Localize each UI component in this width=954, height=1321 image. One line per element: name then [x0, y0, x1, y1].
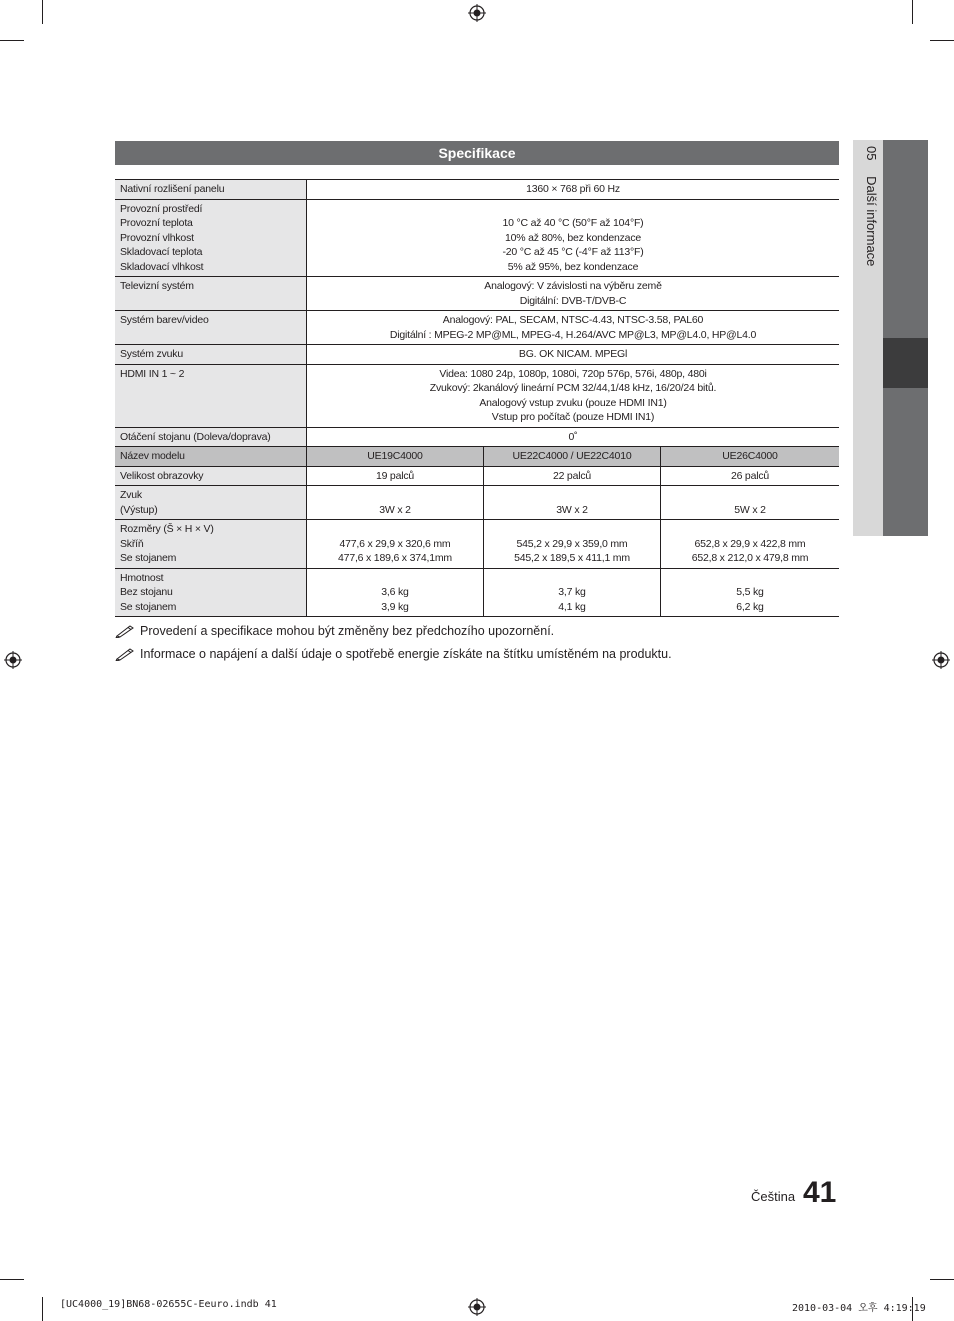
- cell-line: Se stojanem: [120, 552, 177, 564]
- chapter-number: 05: [864, 146, 879, 161]
- cell-line: Bez stojanu: [120, 586, 173, 598]
- crop-mark: [42, 1297, 43, 1321]
- spec-value: [307, 277, 840, 311]
- cell-line: Provozní prostředí: [120, 202, 203, 215]
- spec-label: [115, 277, 307, 311]
- model-value: [307, 520, 484, 569]
- cell-line: Otáčení stojanu (Doleva/doprava): [120, 430, 271, 443]
- table-row: [115, 568, 839, 617]
- model-value: [484, 486, 661, 520]
- cell-line: 4,1 kg: [558, 600, 586, 613]
- cell-line: 10% až 80%, bez kondenzace: [504, 231, 642, 244]
- notes: [115, 624, 839, 670]
- page-number: 41: [803, 1176, 837, 1209]
- model-value: [484, 568, 661, 617]
- cell-line: 545,2 x 189,5 x 411,1 mm: [514, 552, 630, 564]
- spec-value: [307, 311, 840, 345]
- cell-line: 5% až 95%, bez kondenzace: [507, 260, 639, 273]
- spec-label: [115, 568, 307, 617]
- crop-mark: [930, 1279, 954, 1280]
- spec-label: [115, 180, 307, 200]
- cell-line: 477,6 x 189,6 x 374,1mm: [338, 552, 452, 564]
- spec-label: [115, 345, 307, 365]
- cell-line: BG. OK NICAM. MPEGl: [518, 348, 628, 360]
- cell-line: Velikost obrazovky: [120, 469, 204, 482]
- cell-line: Analogový: V závislosti na výběru země: [484, 280, 662, 292]
- spec-label: [115, 427, 307, 447]
- cell-line: 22 palců: [552, 469, 592, 482]
- cell-line: 652,8 x 212,0 x 479,8 mm: [691, 552, 809, 564]
- spec-value: [307, 180, 840, 200]
- spec-label: [115, 199, 307, 277]
- note-text: Informace o napájení a další údaje o spotřebě energie získáte na štítku umístěném na produktu.: [140, 647, 672, 661]
- cell-line: Skříň: [120, 537, 144, 550]
- cell-line: Analogový: PAL, SECAM, NTSC-4.43, NTSC-3.58, PAL60: [442, 314, 704, 326]
- cell-line: Zvuk: [120, 489, 142, 501]
- cell-line: 6,2 kg: [736, 600, 764, 613]
- cell-line: Skladovací teplota: [120, 246, 203, 258]
- cell-line: Nativní rozlišení panelu: [120, 183, 225, 195]
- model-value: [307, 568, 484, 617]
- table-row: [115, 486, 839, 520]
- cell-line: 0˚: [568, 430, 578, 443]
- cell-line: 3W x 2: [379, 503, 411, 516]
- cell-line: 10 °C až 40 °C (50°F až 104°F): [502, 217, 644, 229]
- footer-language: Čeština: [751, 1189, 796, 1204]
- cell-line: Systém barev/video: [120, 314, 209, 326]
- cell-line: 5,5 kg: [736, 586, 764, 598]
- table-row: [115, 345, 839, 365]
- cell-line: Hmotnost: [120, 571, 164, 584]
- pencil-note-icon: [115, 647, 135, 661]
- model-value: [307, 466, 484, 486]
- chapter-title: Další informace: [864, 176, 879, 267]
- table-row: [115, 364, 839, 427]
- cell-line: Digitální : MPEG-2 MP@ML, MPEG-4, H.264/AVC MP@L3, MP@L4.0, HP@L4.0: [389, 328, 757, 341]
- section-header: Specifikace: [115, 141, 839, 165]
- table-row: [115, 311, 839, 345]
- cell-line: 477,6 x 29,9 x 320,6 mm: [339, 537, 451, 550]
- spec-value: [307, 199, 840, 277]
- crop-mark: [912, 0, 913, 24]
- spec-label: [115, 364, 307, 427]
- spec-label: [115, 520, 307, 569]
- cell-line: Skladovací vlhkost: [120, 260, 204, 273]
- pencil-note-icon: [115, 624, 135, 638]
- cell-line: Provozní vlhkost: [120, 231, 194, 244]
- crop-mark: [930, 40, 954, 41]
- model-name: UE26C4000: [661, 447, 840, 467]
- crop-mark: [0, 40, 24, 41]
- cell-line: HDMI IN 1 ~ 2: [120, 367, 185, 380]
- model-label: Název modelu: [115, 447, 307, 467]
- table-row: [115, 427, 839, 447]
- cell-line: 3W x 2: [556, 503, 588, 516]
- spec-label: [115, 466, 307, 486]
- cell-line: 652,8 x 29,9 x 422,8 mm: [694, 537, 806, 550]
- cell-line: 545,2 x 29,9 x 359,0 mm: [516, 537, 628, 550]
- cell-line: Rozměry (Š × H × V): [120, 523, 214, 535]
- crop-mark: [42, 0, 43, 24]
- cell-line: Provozní teplota: [120, 217, 193, 229]
- model-value: [484, 520, 661, 569]
- cell-line: 3,6 kg: [381, 586, 409, 598]
- model-value: [484, 466, 661, 486]
- cell-line: 3,7 kg: [558, 586, 586, 598]
- note: [115, 647, 839, 661]
- model-value: [661, 466, 840, 486]
- spec-table: [115, 179, 839, 617]
- note: [115, 624, 839, 638]
- chapter-label: [857, 146, 879, 346]
- cell-line: Zvukový: 2kanálový lineární PCM 32/44,1/48 kHz, 16/20/24 bitů.: [429, 382, 717, 394]
- cell-line: 3,9 kg: [381, 600, 409, 613]
- spec-value: [307, 427, 840, 447]
- print-slug-date: 2010-03-04 오후 4:19:19: [792, 1303, 926, 1314]
- cell-line: Se stojanem: [120, 600, 177, 613]
- spec-label: [115, 311, 307, 345]
- model-name: UE19C4000: [307, 447, 484, 467]
- cell-line: (Výstup): [120, 503, 158, 516]
- print-slug-file: [UC4000_19]BN68-02655C-Eeuro.indb 41: [60, 1299, 277, 1310]
- model-value: [307, 486, 484, 520]
- crop-mark: [0, 1279, 24, 1280]
- table-row: [115, 277, 839, 311]
- spec-label: [115, 486, 307, 520]
- cell-line: Systém zvuku: [120, 348, 183, 360]
- table-row: [115, 180, 839, 200]
- registration-mark-icon: [468, 1298, 486, 1316]
- cell-line: 5W x 2: [734, 503, 766, 516]
- model-value: [661, 486, 840, 520]
- chapter-tab-marker: [883, 338, 928, 388]
- cell-line: Analogový vstup zvuku (pouze HDMI IN1): [479, 396, 667, 409]
- spec-value: [307, 345, 840, 365]
- table-row: [115, 520, 839, 569]
- registration-mark-icon: [932, 651, 950, 669]
- cell-line: Vstup pro počítač (pouze HDMI IN1): [491, 411, 655, 423]
- registration-mark-icon: [468, 4, 486, 22]
- cell-line: 1360 × 768 při 60 Hz: [526, 183, 620, 195]
- table-row: [115, 466, 839, 486]
- cell-line: Videa: 1080 24p, 1080p, 1080i, 720p 576p, 576i, 480p, 480i: [439, 367, 707, 380]
- table-row: [115, 199, 839, 277]
- note-text: Provedení a specifikace mohou být změněny bez předchozího upozornění.: [140, 624, 555, 638]
- cell-line: 19 palců: [375, 469, 415, 482]
- spec-value: [307, 364, 840, 427]
- registration-mark-icon: [4, 651, 22, 669]
- cell-line: Televizní systém: [120, 280, 194, 292]
- model-value: [661, 520, 840, 569]
- cell-line: Digitální: DVB-T/DVB-C: [519, 294, 627, 307]
- cell-line: 26 palců: [730, 469, 770, 482]
- cell-line: -20 °C až 45 °C (-4°F až 113°F): [502, 246, 644, 258]
- model-name: UE22C4000 / UE22C4010: [484, 447, 661, 467]
- model-value: [661, 568, 840, 617]
- model-header-row: [115, 447, 839, 467]
